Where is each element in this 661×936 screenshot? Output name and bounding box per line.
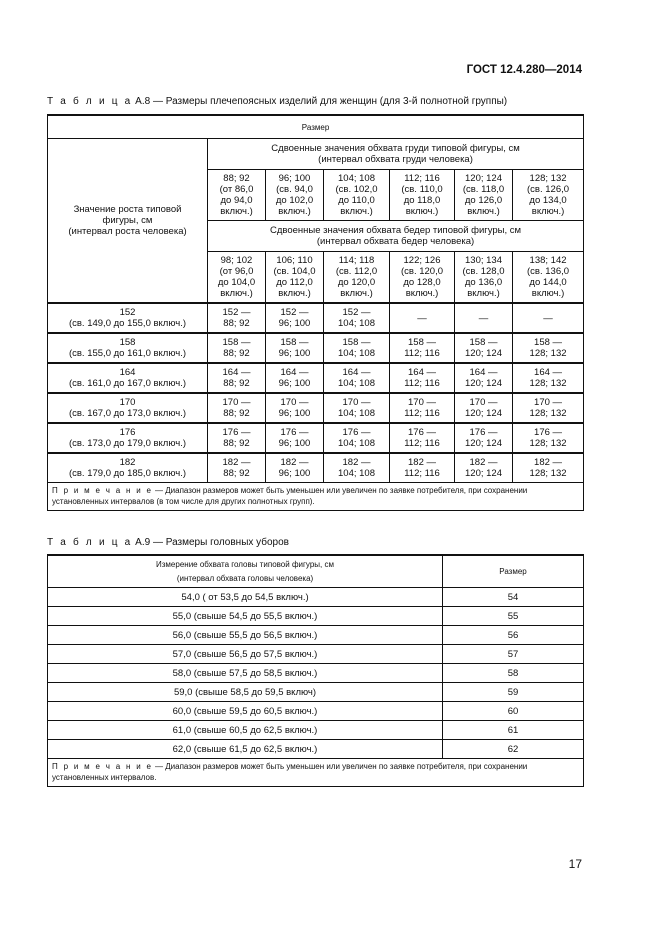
table-row [48, 721, 584, 740]
size-cell [455, 333, 513, 363]
size-cell: 55 [443, 607, 584, 626]
size-cell [324, 303, 390, 333]
caption-text: А.8 — Размеры плечепоясных изделий для женщин (для 3-й полнотной группы) [135, 96, 508, 107]
cell-line: 182 [119, 457, 136, 468]
range-cell: 58,0 (свыше 57,5 до 58,5 включ.) [48, 664, 443, 683]
cell-line: до 134,0 [529, 195, 567, 206]
cell-line: включ.) [405, 206, 439, 217]
cell-line: 170 — [222, 397, 251, 408]
size-cell [513, 393, 584, 423]
cell-line: 120; 124 [465, 468, 502, 479]
table-a8 [47, 114, 584, 511]
cell-line: (от 96,0 [219, 266, 254, 277]
cell-line: 128; 132 [529, 348, 567, 359]
cell-line: 164 — [222, 367, 251, 378]
cell-line: 176 — [534, 427, 563, 438]
cell-line: 164 — [408, 367, 436, 378]
cell-line: включ.) [220, 206, 253, 217]
hip-column-header [208, 252, 266, 304]
cell-line: до 94,0 [220, 195, 253, 206]
cell-line: — [543, 312, 553, 324]
size-cell [324, 423, 390, 453]
cell-line: 170 — [280, 397, 309, 408]
cell-line: (от 86,0 [219, 184, 254, 195]
cell-line: 120; 124 [465, 348, 502, 359]
cell-line: (св. 128,0 [462, 266, 505, 277]
caption-text: А.9 — Размеры головных уборов [135, 537, 289, 548]
cell-line: 88; 92 [223, 318, 250, 329]
cell-line: 120; 124 [465, 438, 502, 449]
cell-line: 96; 100 [278, 408, 311, 419]
cell-line: 152 — [342, 307, 371, 318]
page-number: 17 [568, 857, 582, 871]
cell-line: 120; 124 [465, 173, 502, 184]
table-a9 [47, 554, 584, 787]
size-cell: 56 [443, 626, 584, 645]
cell-line: 88; 92 [223, 378, 250, 389]
cell-line: 158 — [469, 337, 498, 348]
cell-line: 96; 100 [278, 348, 311, 359]
chest-column-header [208, 170, 266, 221]
cell-line: 128; 132 [529, 408, 567, 419]
cell-line: 182 — [534, 457, 563, 468]
cell-line: 106; 110 [276, 255, 313, 266]
table-row [48, 740, 584, 759]
height-cell [48, 363, 208, 393]
cell-line: 114; 118 [338, 255, 375, 266]
cell-line: 104; 108 [338, 173, 375, 184]
table-row [48, 453, 584, 483]
cell-line: до 136,0 [464, 277, 503, 288]
cell-line: 96; 100 [278, 438, 311, 449]
cell-line: 152 — [280, 307, 309, 318]
size-cell [390, 363, 455, 393]
cell-line: (св. 126,0 [527, 184, 570, 195]
size-cell [513, 453, 584, 483]
caption-prefix: Т а б л и ц а [47, 537, 133, 548]
size-cell [208, 453, 266, 483]
cell-line: (св. 102,0 [335, 184, 378, 195]
table-row [48, 664, 584, 683]
cell-line: (св. 173,0 до 179,0 включ.) [68, 438, 187, 449]
cell-line: до 110,0 [338, 195, 375, 206]
cell-line: до 102,0 [275, 195, 314, 206]
cell-line: (св. 167,0 до 173,0 включ.) [68, 408, 187, 419]
hip-column-header [266, 252, 324, 304]
hip-column-header [390, 252, 455, 304]
cell-line: (св. 94,0 [276, 184, 313, 195]
cell-line: 130; 134 [465, 255, 502, 266]
cell-line: — [478, 312, 489, 324]
size-cell: 62 [443, 740, 584, 759]
table-a9-note: П р и м е ч а н и е — Диапазон размеров может быть уменьшен или увеличен по заявке потребителя, при сохранении установленных интервалов. [48, 759, 584, 787]
cell-line: 96; 100 [278, 173, 311, 184]
cell-line: включ.) [531, 206, 565, 217]
cell-line: включ.) [340, 206, 373, 217]
range-cell: 55,0 (свыше 54,5 до 55,5 включ.) [48, 607, 443, 626]
table-row [48, 683, 584, 702]
table-row [48, 333, 584, 363]
cell-line: 112; 116 [404, 378, 440, 389]
height-cell [48, 303, 208, 333]
cell-line: до 118,0 [403, 195, 441, 206]
cell-line: 182 — [280, 457, 309, 468]
cell-line: 120; 124 [465, 378, 502, 389]
table-row [48, 393, 584, 423]
hip-column-header [513, 252, 584, 304]
size-cell [455, 363, 513, 393]
cell-line: 164 — [280, 367, 309, 378]
chest-column-header [324, 170, 390, 221]
cell-line: 104; 108 [338, 408, 375, 419]
head-circumference-header: Измерение обхвата головы типовой фигуры, см (интервал обхвата головы человека) [48, 555, 443, 588]
size-cell [390, 333, 455, 363]
range-cell: 60,0 (свыше 59,5 до 60,5 включ.) [48, 702, 443, 721]
cell-line: 88; 92 [223, 438, 250, 449]
hip-column-header [324, 252, 390, 304]
range-cell: 56,0 (свыше 55,5 до 56,5 включ.) [48, 626, 443, 645]
cell-line: 176 [119, 427, 136, 438]
size-cell [266, 423, 324, 453]
height-cell [48, 333, 208, 363]
cell-line: 158 — [534, 337, 563, 348]
table-row [48, 588, 584, 607]
cell-line: 164 — [342, 367, 371, 378]
cell-line: 104; 108 [338, 318, 375, 329]
cell-line: включ.) [467, 288, 500, 299]
caption-prefix: Т а б л и ц а [47, 96, 133, 107]
size-cell [513, 423, 584, 453]
cell-line: 182 — [469, 457, 498, 468]
cell-line: 164 — [534, 367, 563, 378]
size-cell: 61 [443, 721, 584, 740]
range-cell: 59,0 (свыше 58,5 до 59,5 включ) [48, 683, 443, 702]
cell-line: 96; 100 [278, 468, 311, 479]
height-cell [48, 453, 208, 483]
cell-line: 96; 100 [278, 318, 311, 329]
size-cell [324, 393, 390, 423]
cell-line: (св. 110,0 [401, 184, 443, 195]
chest-column-header [513, 170, 584, 221]
size-cell: 57 [443, 645, 584, 664]
size-cell [208, 333, 266, 363]
cell-line: 96; 100 [278, 378, 311, 389]
chest-column-header [455, 170, 513, 221]
cell-line: 176 — [469, 427, 498, 438]
size-cell [513, 303, 584, 333]
cell-line: 170 — [469, 397, 498, 408]
cell-line: 122; 126 [403, 255, 441, 266]
range-cell: 61,0 (свыше 60,5 до 62,5 включ.) [48, 721, 443, 740]
cell-line: до 126,0 [464, 195, 503, 206]
cell-line: 182 — [342, 457, 371, 468]
table-row [48, 423, 584, 453]
table-row [48, 702, 584, 721]
cell-line: 88; 92 [223, 348, 250, 359]
size-cell [208, 393, 266, 423]
size-cell [266, 363, 324, 393]
cell-line: — [417, 312, 427, 324]
cell-line: 104; 108 [338, 468, 375, 479]
cell-line: до 128,0 [403, 277, 441, 288]
cell-line: 158 — [408, 337, 436, 348]
size-cell [455, 393, 513, 423]
size-cell [324, 333, 390, 363]
cell-line: до 112,0 [276, 277, 313, 288]
range-cell: 54,0 ( от 53,5 до 54,5 включ.) [48, 588, 443, 607]
chest-column-header [390, 170, 455, 221]
size-cell [266, 393, 324, 423]
size-cell: 54 [443, 588, 584, 607]
size-cell: 60 [443, 702, 584, 721]
cell-line: 104; 108 [338, 378, 375, 389]
size-cell [324, 453, 390, 483]
cell-line: (св. 149,0 до 155,0 включ.) [68, 318, 187, 329]
cell-line: включ.) [467, 206, 500, 217]
table-row [48, 607, 584, 626]
cell-line: 170 [119, 397, 136, 408]
cell-line: 164 — [469, 367, 498, 378]
cell-line: 158 — [222, 337, 251, 348]
height-cell [48, 423, 208, 453]
table-row [48, 645, 584, 664]
cell-line: до 104,0 [217, 277, 256, 288]
range-cell: 62,0 (свыше 61,5 до 62,5 включ.) [48, 740, 443, 759]
chest-group-header: Сдвоенные значения обхвата груди типовой фигуры, см (интервал обхвата груди человека) [208, 139, 584, 170]
cell-line: до 120,0 [337, 277, 376, 288]
cell-line: 120; 124 [465, 408, 502, 419]
size-cell [266, 453, 324, 483]
cell-line: 88; 92 [223, 408, 250, 419]
cell-line: (св. 120,0 [400, 266, 443, 277]
cell-line: 128; 132 [529, 438, 567, 449]
cell-line: включ.) [278, 288, 311, 299]
cell-line: включ.) [531, 288, 565, 299]
table-row [48, 303, 584, 333]
size-cell [455, 303, 513, 333]
size-header: Размер [48, 115, 584, 139]
size-cell [455, 453, 513, 483]
size-cell [208, 363, 266, 393]
size-cell: 59 [443, 683, 584, 702]
table-a8-note: П р и м е ч а н и е — Диапазон размеров может быть уменьшен или увеличен по заявке потребителя, при сохранении установленных интервалов (в том числе для других полнотных групп). [48, 483, 584, 511]
chest-column-header [266, 170, 324, 221]
cell-line: 152 — [222, 307, 251, 318]
size-cell: 58 [443, 664, 584, 683]
cell-line: 104; 108 [338, 348, 375, 359]
cell-line: (св. 104,0 [273, 266, 316, 277]
hip-column-header [455, 252, 513, 304]
cell-line: до 144,0 [529, 277, 567, 288]
table-row [48, 363, 584, 393]
height-column-header: Значение роста типовой фигуры, см (интервал роста человека) [48, 139, 208, 304]
height-cell [48, 393, 208, 423]
cell-line: 88; 92 [223, 173, 250, 184]
cell-line: 112; 116 [404, 173, 440, 184]
cell-line: 138; 142 [529, 255, 567, 266]
cell-line: 88; 92 [223, 468, 250, 479]
size-cell [390, 453, 455, 483]
size-header: Размер [443, 555, 584, 588]
cell-line: (св. 118,0 [462, 184, 505, 195]
cell-line: 98; 102 [220, 255, 253, 266]
hip-group-header: Сдвоенные значения обхвата бедер типовой фигуры, см (интервал обхвата бедер человека) [208, 221, 584, 252]
table-a8-caption [47, 96, 507, 107]
cell-line: 176 — [342, 427, 371, 438]
document-code: ГОСТ 12.4.280—2014 [466, 64, 582, 76]
cell-line: 112; 116 [404, 468, 440, 479]
size-cell [513, 363, 584, 393]
table-row [48, 626, 584, 645]
table-a9-caption [47, 537, 289, 548]
size-cell [208, 303, 266, 333]
size-cell [455, 423, 513, 453]
range-cell: 57,0 (свыше 56,5 до 57,5 включ.) [48, 645, 443, 664]
cell-line: 170 — [342, 397, 371, 408]
cell-line: 182 — [408, 457, 436, 468]
cell-line: 158 — [280, 337, 309, 348]
cell-line: 170 — [534, 397, 563, 408]
cell-line: 170 — [408, 397, 436, 408]
cell-line: 176 — [280, 427, 309, 438]
cell-line: 176 — [222, 427, 251, 438]
cell-line: 112; 116 [404, 348, 440, 359]
cell-line: 164 [119, 367, 136, 378]
size-cell [324, 363, 390, 393]
size-cell [513, 333, 584, 363]
cell-line: 158 — [342, 337, 371, 348]
cell-line: (св. 161,0 до 167,0 включ.) [68, 378, 187, 389]
size-cell [266, 333, 324, 363]
cell-line: 112; 116 [404, 438, 440, 449]
cell-line: 128; 132 [529, 173, 567, 184]
size-cell [390, 303, 455, 333]
size-cell [208, 423, 266, 453]
cell-line: включ.) [340, 288, 373, 299]
cell-line: включ.) [405, 288, 439, 299]
cell-line: 158 [119, 337, 136, 348]
cell-line: 128; 132 [529, 378, 567, 389]
size-cell [390, 423, 455, 453]
cell-line: 152 [119, 307, 136, 318]
cell-line: 176 — [408, 427, 436, 438]
cell-line: (св. 112,0 [335, 266, 378, 277]
cell-line: 128; 132 [529, 468, 567, 479]
cell-line: (св. 136,0 [527, 266, 570, 277]
cell-line: 182 — [222, 457, 251, 468]
cell-line: включ.) [278, 206, 311, 217]
size-cell [266, 303, 324, 333]
cell-line: 112; 116 [404, 408, 440, 419]
cell-line: (св. 155,0 до 161,0 включ.) [68, 348, 187, 359]
cell-line: (св. 179,0 до 185,0 включ.) [68, 468, 187, 479]
cell-line: включ.) [220, 288, 253, 299]
cell-line: 104; 108 [338, 438, 375, 449]
size-cell [390, 393, 455, 423]
